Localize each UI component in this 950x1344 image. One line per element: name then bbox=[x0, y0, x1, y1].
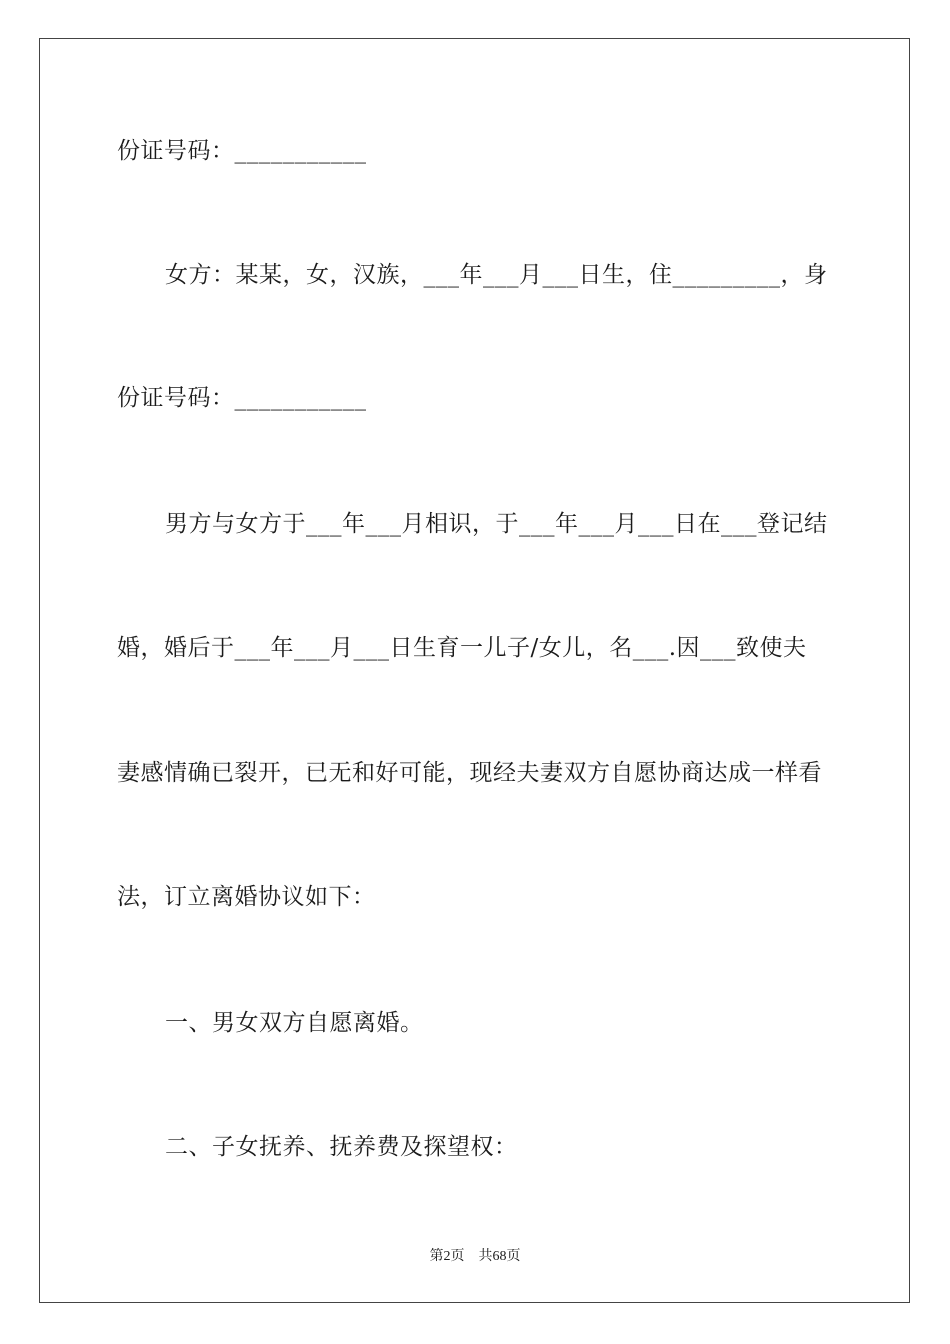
page-frame bbox=[39, 38, 910, 1303]
text-line-marriage-intro: 男方与女方于___年___月相识，于___年___月___日在___登记结 bbox=[165, 511, 828, 537]
page-number-current: 第2页 bbox=[429, 1249, 465, 1264]
text-line-marriage-child: 婚，婚后于___年___月___日生育一儿子/女儿，名___.因___致使夫 bbox=[117, 635, 807, 661]
page-number-total: 共68页 bbox=[478, 1249, 521, 1264]
clause-one: 一、男女双方自愿离婚。 bbox=[165, 1010, 424, 1036]
page-footer bbox=[0, 1248, 950, 1266]
clause-two-heading: 二、子女抚养、抚养费及探望权： bbox=[165, 1134, 518, 1160]
text-line-id-number-male: 份证号码：___________ bbox=[117, 138, 367, 164]
text-line-id-number-female: 份证号码：___________ bbox=[117, 385, 367, 411]
text-line-relationship: 妻感情确已裂开，已无和好可能，现经夫妻双方自愿协商达成一样看 bbox=[117, 760, 822, 786]
text-line-female-info: 女方：某某，女，汉族，___年___月___日生，住_________，身 bbox=[165, 262, 828, 288]
text-line-agreement-intro: 法，订立离婚协议如下： bbox=[117, 884, 376, 910]
